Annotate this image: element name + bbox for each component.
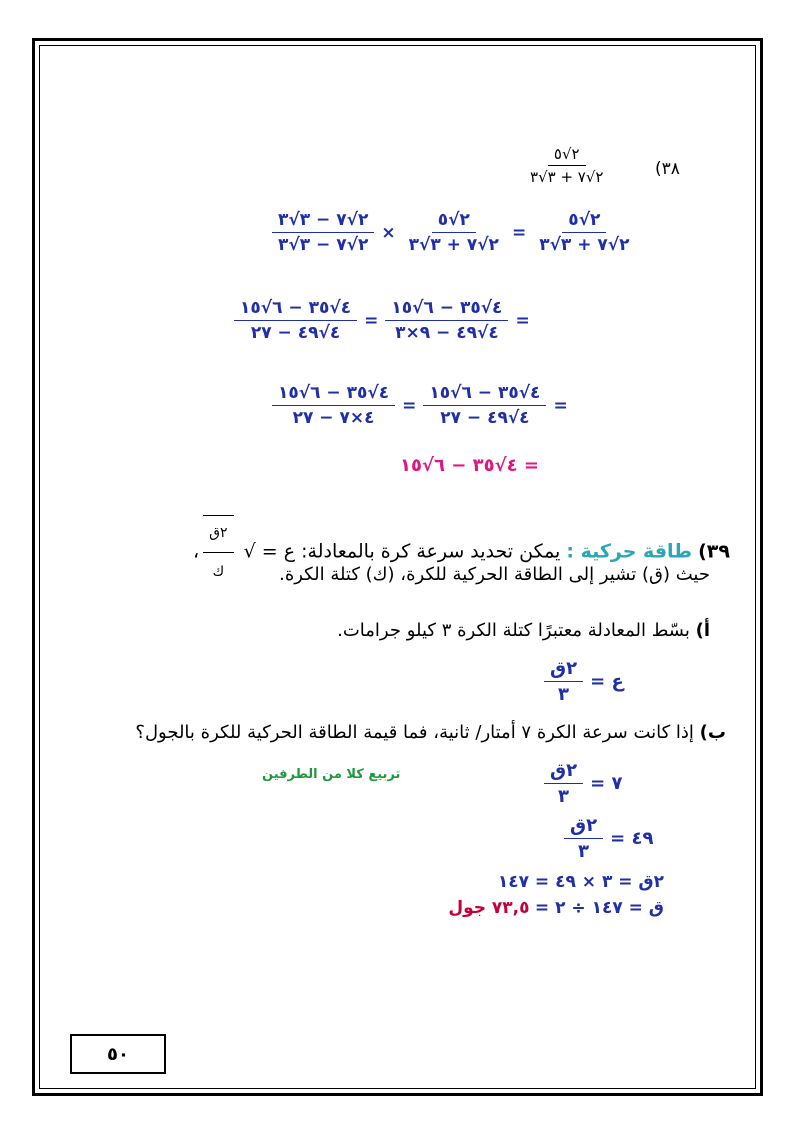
page-number: ٥٠ xyxy=(107,1043,129,1065)
formula-numerator: ٢ق xyxy=(203,515,233,553)
part-b-step-1 xyxy=(540,760,625,807)
step-2-a-denominator: ٤√٤٩ − ٢٧ xyxy=(250,323,341,343)
equals-sign: = xyxy=(402,395,417,416)
part-b-step-1-numerator: ٢ق xyxy=(544,760,583,784)
step-2-line xyxy=(230,298,533,343)
part-b-label: ب) xyxy=(699,722,726,743)
conjugate-denominator: ٢√٧ − ٣√٣ xyxy=(278,235,369,255)
part-b-note: تربيع كلا من الطرفين xyxy=(262,767,401,782)
page-number-box xyxy=(70,1034,166,1074)
step-3-b-denominator: ٤√٤٩ − ٢٧ xyxy=(440,408,530,428)
part-b-step-2 xyxy=(560,815,656,862)
part-b-text: إذا كانت سرعة الكرة ٧ أمتار/ ثانية، فما قيمة الطاقة الحركية للكرة بالجول؟ xyxy=(135,722,694,743)
original-numerator: ٢√٥ xyxy=(432,210,476,233)
problem-38-number: (٣٨ xyxy=(655,159,680,179)
step-3-a-numerator: ٤√٣٥ − ٦√١٥ xyxy=(272,383,395,406)
step-3-fraction-a xyxy=(272,383,395,428)
step-2-fraction-a xyxy=(234,298,357,343)
part-a-lhs: ع = xyxy=(590,671,624,692)
lhs-fraction xyxy=(533,210,635,255)
part-b-step-2-numerator: ٢ق xyxy=(564,815,603,839)
part-b-step-2-fraction xyxy=(564,815,603,862)
part-b-step-1-lhs: ٧ = xyxy=(590,773,623,794)
step-2-fraction-b xyxy=(385,298,508,343)
problem-39-line2: حيث (ق) تشير إلى الطاقة الحركية للكرة، (ك) كتلة الكرة. xyxy=(279,564,710,585)
equals-sign: = xyxy=(364,310,379,331)
part-a-label: أ) xyxy=(695,620,710,641)
step-1-line xyxy=(268,210,640,255)
part-b-step-1-denominator: ٣ xyxy=(558,786,570,807)
problem-39-number: ٣٩) xyxy=(698,540,730,563)
step-4-result: ٤√٣٥ − ٦√١٥ = xyxy=(400,455,539,476)
given-numerator: ٢√٥ xyxy=(548,145,586,166)
step-3-b-numerator: ٤√٣٥ − ٦√١٥ xyxy=(423,383,546,406)
given-denominator: ٢√٧ + ٣√٣ xyxy=(530,168,604,186)
part-a-denominator: ٣ xyxy=(558,684,570,705)
step-3-fraction-b xyxy=(423,383,546,428)
lhs-numerator: ٢√٥ xyxy=(562,210,606,233)
original-fraction xyxy=(403,210,505,255)
comma: ، xyxy=(193,540,200,563)
part-b-step-1-fraction xyxy=(544,760,583,807)
part-b-step-2-denominator: ٣ xyxy=(578,841,590,862)
step-2-b-numerator: ٤√٣٥ − ٦√١٥ xyxy=(385,298,508,321)
problem-39-statement: يمكن تحديد سرعة كرة بالمعادلة: ع = √ xyxy=(243,540,561,563)
times-sign: × xyxy=(381,222,396,243)
part-b-step-4 xyxy=(448,898,664,918)
part-a-numerator: ٢ق xyxy=(544,658,583,682)
part-a-answer xyxy=(540,658,627,705)
formula-denominator: ك xyxy=(212,564,225,580)
problem-39-title: طاقة حركية : xyxy=(566,540,693,563)
equals-sign: = xyxy=(553,395,568,416)
step-2-a-numerator: ٤√٣٥ − ٦√١٥ xyxy=(234,298,357,321)
step-3-a-denominator: ٤×٧ − ٢٧ xyxy=(292,408,375,428)
step-3-line xyxy=(268,383,571,428)
part-a-fraction xyxy=(544,658,583,705)
conjugate-fraction xyxy=(272,210,374,255)
original-denominator: ٢√٧ + ٣√٣ xyxy=(408,235,499,255)
lhs-denominator: ٢√٧ + ٣√٣ xyxy=(539,235,630,255)
step-2-b-denominator: ٤√٤٩ − ٩×٣ xyxy=(395,323,499,343)
problem-38 xyxy=(520,145,700,195)
part-b-step-3: ٢ق = ٣ × ٤٩ = ١٤٧ xyxy=(497,872,664,892)
given-fraction xyxy=(524,145,609,186)
part-b-step-4-prefix: ق = ١٤٧ ÷ ٢ = xyxy=(534,898,664,918)
part-b-question xyxy=(76,722,726,743)
part-b-step-2-lhs: ٤٩ = xyxy=(610,828,654,849)
part-a-text: بسّط المعادلة معتبرًا كتلة الكرة ٣ كيلو جرامات. xyxy=(337,620,690,641)
part-b-final-answer: ٧٣,٥ جول xyxy=(448,898,530,918)
equals-sign: = xyxy=(511,222,527,243)
conjugate-numerator: ٢√٧ − ٣√٣ xyxy=(272,210,374,233)
part-a-question xyxy=(90,620,710,641)
equals-sign: = xyxy=(515,310,530,331)
